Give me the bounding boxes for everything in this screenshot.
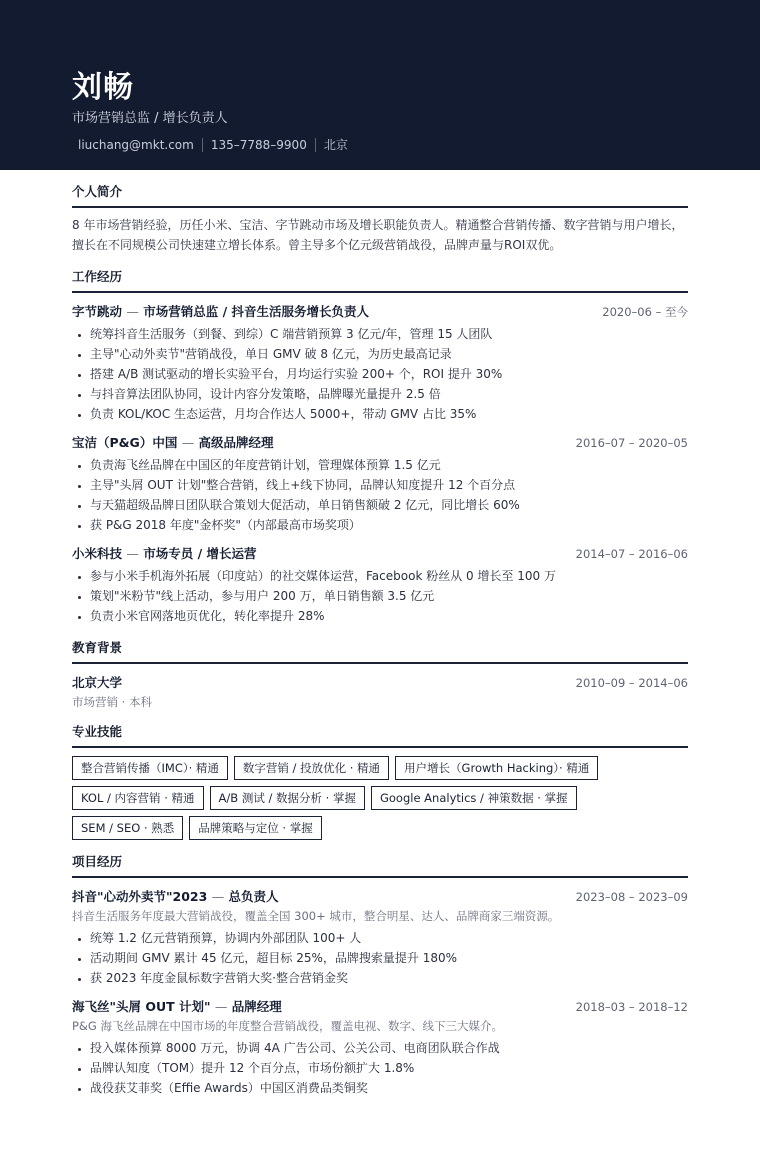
- person-title: 市场营销总监 / 增长负责人: [72, 111, 228, 126]
- job-title: 字节跳动 — 市场营销总监 / 抖音生活服务增长负责人: [72, 304, 370, 319]
- job-role: 高级品牌经理: [198, 435, 274, 450]
- section-title-skills: 专业技能: [72, 722, 688, 748]
- project-name: 抖音"心动外卖节"2023: [72, 889, 208, 904]
- education-date: 2010–09 – 2014–06: [575, 676, 688, 690]
- bullet-item: • 获 P&G 2018 年度"金杯奖"（内部最高市场奖项）: [90, 515, 688, 535]
- project-bullets: [72, 1038, 688, 1098]
- summary-text: 8 年市场营销经验，历任小米、宝洁、字节跳动市场及增长职能负责人。精通整合营销传播、数字营销与用户增长，擅长在不同规模公司快速建立增长体系。曾主导多个亿元级营销战役，品牌声量与ROI双优。: [72, 218, 684, 252]
- phone-text: 135–7788–9900: [202, 138, 315, 152]
- job-bullets: [72, 566, 688, 626]
- section-title-summary: 个人简介: [72, 182, 688, 208]
- skill-tag: SEM / SEO · 熟悉: [72, 816, 183, 840]
- project-entry: [72, 997, 688, 1098]
- skill-tag: 整合营销传播（IMC）· 精通: [72, 756, 228, 780]
- company-name: 小米科技: [72, 546, 123, 561]
- project-date: 2023–08 – 2023–09: [575, 890, 688, 904]
- bullet-item: • 负责海飞丝品牌在中国区的年度营销计划，管理媒体预算 1.5 亿元: [90, 455, 688, 475]
- project-description: 抖音生活服务年度最大营销战役，覆盖全国 300+ 城市，整合明星、达人、品牌商家三端资源。: [72, 909, 560, 923]
- job-entry: [72, 544, 688, 626]
- bullet-item: • 主导"心动外卖节"营销战役，单日 GMV 破 8 亿元，为历史最高记录: [90, 344, 688, 364]
- company-name: 宝洁（P&G）中国: [72, 435, 178, 450]
- section-title-projects: 项目经历: [72, 852, 688, 878]
- job-date: 2020–06 – 至今: [602, 305, 688, 319]
- resume-header: [0, 0, 760, 170]
- project-title: 抖音"心动外卖节"2023 — 总负责人: [72, 889, 279, 904]
- education-entry: [72, 673, 688, 710]
- bullet-item: • 获 2023 年度金鼠标数字营销大奖·整合营销金奖: [90, 968, 688, 988]
- project-description: P&G 海飞丝品牌在中国市场的年度整合营销战役，覆盖电视、数字、线下三大媒介。: [72, 1019, 503, 1033]
- city-text: 北京: [315, 138, 356, 152]
- project-title: 海飞丝"头屑 OUT 计划" — 品牌经理: [72, 999, 282, 1014]
- education-detail: 市场营销 · 本科: [72, 695, 152, 709]
- section-title-work: 工作经历: [72, 267, 688, 293]
- bullet-item: • 搭建 A/B 测试驱动的增长实验平台，月均运行实验 200+ 个，ROI 提升 30%: [90, 364, 688, 384]
- project-role: 总负责人: [228, 889, 279, 904]
- email-text: liuchang@mkt.com: [78, 138, 194, 152]
- skill-tag: KOL / 内容营销 · 精通: [72, 786, 204, 810]
- bullet-item: • 与抖音算法团队协同，设计内容分发策略，品牌曝光量提升 2.5 倍: [90, 384, 688, 404]
- company-name: 字节跳动: [72, 304, 123, 319]
- skill-tag: 品牌策略与定位 · 掌握: [189, 816, 321, 840]
- project-name: 海飞丝"头屑 OUT 计划": [72, 999, 211, 1014]
- project-date: 2018–03 – 2018–12: [575, 1000, 688, 1014]
- bullet-item: • 负责小米官网落地页优化，转化率提升 28%: [90, 606, 688, 626]
- bullet-item: • 活动期间 GMV 累计 45 亿元，超目标 25%，品牌搜索量提升 180%: [90, 948, 688, 968]
- skill-tag: 用户增长（Growth Hacking）· 精通: [395, 756, 598, 780]
- job-role: 市场营销总监 / 抖音生活服务增长负责人: [143, 304, 370, 319]
- bullet-item: • 战役获艾菲奖（Effie Awards）中国区消费品类铜奖: [90, 1078, 688, 1098]
- job-date: 2014–07 – 2016–06: [575, 547, 688, 561]
- bullet-item: • 与天猫超级品牌日团队联合策划大促活动，单日销售额破 2 亿元，同比增长 60%: [90, 495, 688, 515]
- resume-content: [0, 170, 760, 1098]
- job-bullets: [72, 324, 688, 424]
- job-entry: [72, 302, 688, 424]
- person-name: 刘畅: [72, 70, 134, 105]
- section-title-education: 教育背景: [72, 638, 688, 664]
- bullet-item: • 投入媒体预算 8000 万元，协调 4A 广告公司、公关公司、电商团队联合作战: [90, 1038, 688, 1058]
- bullet-item: • 品牌认知度（TOM）提升 12 个百分点，市场份额扩大 1.8%: [90, 1058, 688, 1078]
- bullet-item: • 统筹 1.2 亿元营销预算，协调内外部团队 100+ 人: [90, 928, 688, 948]
- bullet-item: • 统筹抖音生活服务（到餐、到综）C 端营销预算 3 亿元/年，管理 15 人团队: [90, 324, 688, 344]
- skill-tag: Google Analytics / 神策数据 · 掌握: [371, 786, 577, 810]
- job-role: 市场专员 / 增长运营: [143, 546, 257, 561]
- job-entry: [72, 433, 688, 535]
- skill-tag: 数字营销 / 投放优化 · 精通: [234, 756, 389, 780]
- contact-line: [72, 138, 688, 152]
- job-title: 小米科技 — 市场专员 / 增长运营: [72, 546, 257, 561]
- bullet-item: • 参与小米手机海外拓展（印度站）的社交媒体运营，Facebook 粉丝从 0 增长至 100 万: [90, 566, 688, 586]
- job-date: 2016–07 – 2020–05: [575, 436, 688, 450]
- bullet-item: • 策划"米粉节"线上活动，参与用户 200 万，单日销售额 3.5 亿元: [90, 586, 688, 606]
- skill-tag: A/B 测试 / 数据分析 · 掌握: [210, 786, 365, 810]
- bullet-item: • 负责 KOL/KOC 生态运营，月均合作达人 5000+，带动 GMV 占比 35%: [90, 404, 688, 424]
- skills-list: [72, 756, 688, 840]
- project-bullets: [72, 928, 688, 988]
- bullet-item: • 主导"头屑 OUT 计划"整合营销，线上+线下协同，品牌认知度提升 12 个百分点: [90, 475, 688, 495]
- project-role: 品牌经理: [231, 999, 282, 1014]
- project-entry: [72, 887, 688, 988]
- school-name: 北京大学: [72, 675, 123, 690]
- job-bullets: [72, 455, 688, 535]
- job-title: 宝洁（P&G）中国 — 高级品牌经理: [72, 435, 274, 450]
